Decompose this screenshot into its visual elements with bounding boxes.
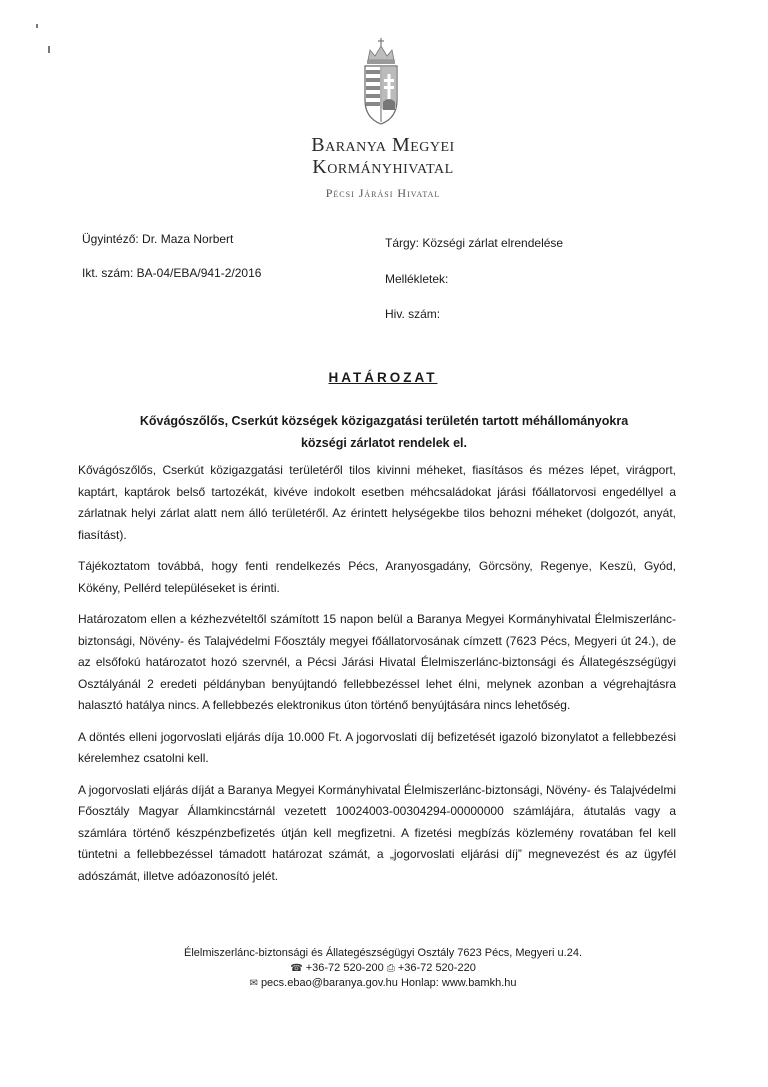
subtitle-line1: Kővágószőlős, Cserkút községek közigazgatási területén tartott méhállományokra	[139, 414, 629, 428]
email-icon: ✉	[249, 978, 258, 989]
page-footer	[150, 946, 616, 991]
document-body	[78, 460, 676, 897]
footer-address: Élelmiszerlánc-biztonsági és Állategészségügyi Osztály 7623 Pécs, Megyeri u.24.	[183, 947, 583, 959]
paragraph: Határozatom ellen a kézhezvételtől számított 15 napon belül a Baranya Megyei Kormányhivatal Élelmiszerlánc-biztonsági, Növény- és Talajvédelmi Főosztály megyei főállatorvosának címzett (7623 Pécs, Megyeri út 24.), de az elsőfokú határozatot hozó szervnél, a Pécsi Járási Hivatal Élelmiszerlánc-biztonsági és Állategészségügyi Osztályánál 2 eredeti példányban benyújtandó fellebbezéssel lehet élni, melynek azonban a végrehajtásra halasztó hatálya nincs. A fellebbezés elektronikus úton történő benyújtására nincs lehetőség.	[78, 612, 676, 712]
fax-icon: ⎙	[386, 963, 395, 974]
scan-mark	[48, 46, 50, 53]
reference-number: Hiv. szám:	[385, 307, 441, 321]
footer-web	[150, 976, 616, 991]
scan-mark	[36, 24, 38, 28]
org-subunit: Pécsi Járási Hivatal	[325, 186, 441, 200]
telephone-icon: ☎	[290, 963, 303, 974]
attachments: Mellékletek:	[385, 272, 449, 286]
subject: Tárgy: Községi zárlat elrendelése	[385, 236, 564, 250]
org-name-line1: Baranya Megyei	[311, 134, 455, 156]
paragraph: Tájékoztatom továbbá, hogy fenti rendelkezés Pécs, Aranyosgadány, Görcsöny, Regenye, Keszü, Gyód, Kökény, Pellérd településeket is érinti.	[78, 559, 676, 595]
footer-contacts	[150, 961, 616, 976]
footer-phone: +36-72 520-200	[305, 962, 384, 974]
document-subtitle	[90, 410, 678, 454]
paragraph: Kővágószőlős, Cserkút közigazgatási területéről tilos kivinni méheket, fiasításos és mézes lépet, virágport, kaptárt, kaptárok belső tartozékát, kivéve indokolt esetben méhcsaládokat járási főállatorvosi engedéllyel a zárlatnak helyi zárlat alatt nem álló területéről. Az érintett helységekbe tilos behozni méheket (dolgozót, anyát, fiasítást).	[78, 463, 676, 542]
footer-email-website: pecs.ebao@baranya.gov.hu Honlap: www.bamkh.hu	[260, 977, 517, 989]
paragraph: A jogorvoslati eljárás díját a Baranya Megyei Kormányhivatal Élelmiszerlánc-biztonsági, Növény- és Talajvédelmi Főosztály Magyar Államkincstárnál vezetett 10024003-00304294-00000000 számlájára, átutalás vagy a számlára történő készpénzbefizetés útján kell megfizetni. A fizetési megbízás közlemény rovatában fel kell tüntetni a fellebbezéssel támadott határozat számát, a „jogorvoslati eljárási díj” megnevezést és az ügyfél adószámát, illetve adóazonosító jelét.	[78, 782, 676, 883]
org-name-line2: Kormányhivatal	[312, 156, 454, 178]
file-number: Ikt. szám: BA-04/EBA/941-2/2016	[82, 266, 262, 280]
paragraph: A döntés elleni jogorvoslati eljárás díja 10.000 Ft. A jogorvoslati díj befizetését igazoló bizonylatot a fellebbezési kérelemhez csatolni kell.	[78, 729, 676, 765]
organization-header	[250, 134, 516, 201]
subtitle-line2: községi zárlatot rendelek el.	[300, 436, 468, 450]
coat-of-arms-icon	[356, 30, 406, 130]
document-title: HATÁROZAT	[328, 370, 438, 385]
case-officer: Ügyintéző: Dr. Maza Norbert	[82, 232, 234, 246]
footer-fax: +36-72 520-220	[397, 962, 476, 974]
